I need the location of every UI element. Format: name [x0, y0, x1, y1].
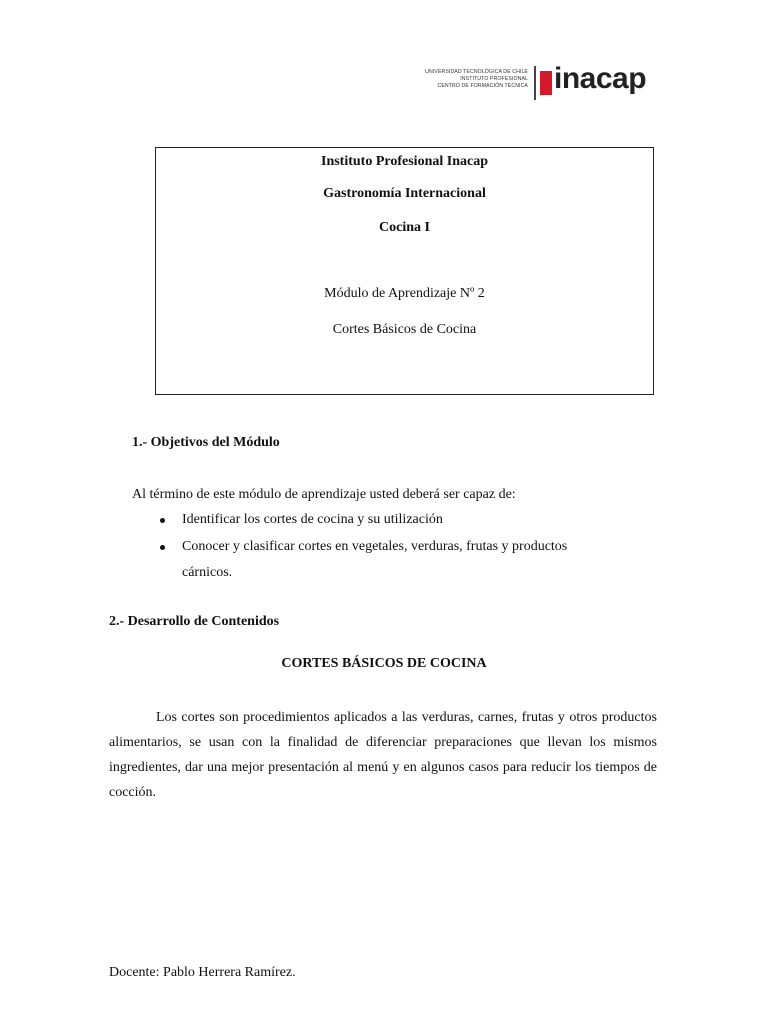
section1-intro: Al término de este módulo de aprendizaje usted deberá ser capaz de: [132, 487, 516, 502]
section1-heading: 1.- Objetivos del Módulo [132, 435, 280, 450]
module-title: Módulo de Aprendizaje Nº 2 [324, 286, 485, 301]
logo-line: CENTRO DE FORMACIÓN TÉCNICA [437, 83, 528, 89]
title-box [155, 147, 654, 395]
logo-institution-lines [416, 69, 528, 90]
section2-heading: 2.- Desarrollo de Contenidos [109, 614, 280, 629]
program-title: Gastronomía Internacional [323, 186, 486, 201]
topic-title: Cortes Básicos de Cocina [332, 322, 477, 337]
objective-item: Identificar los cortes de cocina y su utilización [182, 512, 443, 527]
logo-line: INSTITUTO PROFESIONAL [460, 76, 528, 82]
logo-wordmark: inacap [554, 62, 647, 95]
objective-item-continuation: cárnicos. [182, 565, 233, 580]
bullet-icon [160, 518, 165, 523]
content-paragraph: Los cortes son procedimientos aplicados a las verduras, carnes, frutas y otros productos alimentarios, se usan con la finalidad de diferenciar preparaciones que llevan los mismos ingredientes, dar una mejor presentación al menú y en algunos casos para reducir los tiempos de cocción. [109, 710, 657, 800]
inacap-logo [416, 62, 658, 102]
bullet-icon [160, 545, 165, 550]
course-title: Cocina I [379, 220, 430, 235]
logo-divider [534, 66, 536, 100]
logo-red-mark [540, 71, 552, 95]
docente-footer: Docente: Pablo Herrera Ramírez. [109, 965, 296, 980]
section2-subheading: CORTES BÁSICOS DE COCINA [281, 656, 487, 671]
objective-item: Conocer y clasificar cortes en vegetales, verduras, frutas y productos [182, 539, 568, 554]
institution-title: Instituto Profesional Inacap [321, 154, 488, 169]
logo-line: UNIVERSIDAD TECNOLÓGICA DE CHILE [425, 69, 528, 75]
